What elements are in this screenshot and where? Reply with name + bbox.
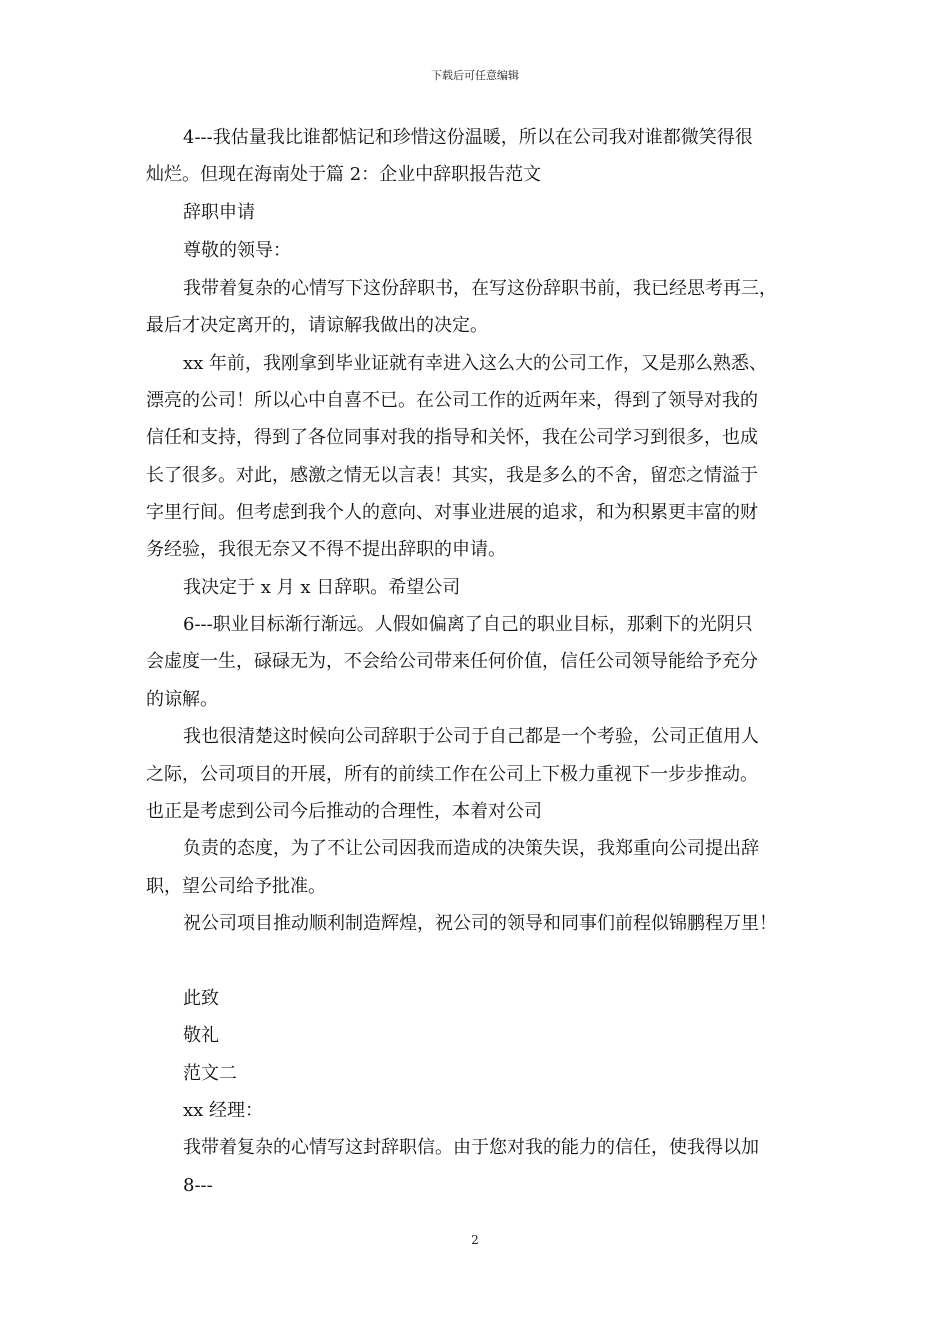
paragraph-line: 字里行间。但考虑到我个人的意向、对事业进展的追求，和为积累更丰富的财 xyxy=(146,502,758,523)
paragraph-line: 之际，公司项目的开展，所有的前续工作在公司上下极力重视下一步步推动。 xyxy=(146,764,758,785)
paragraph-line: 我带着复杂的心情写这封辞职信。由于您对我的能力的信任，使我得以加 xyxy=(183,1137,759,1158)
salutation: xx 经理： xyxy=(183,1100,264,1121)
paragraph-line: 祝公司项目推动顺利制造辉煌，祝公司的领导和同事们前程似锦鹏程万里！ xyxy=(183,913,777,934)
paragraph-line: 会虚度一生，碌碌无为，不会给公司带来任何价值，信任公司领导能给予充分 xyxy=(146,651,758,672)
paragraph-line: 也正是考虑到公司今后推动的合理性，本着对公司 xyxy=(146,801,542,822)
paragraph-line: 最后才决定离开的，请谅解我做出的决定。 xyxy=(146,315,488,336)
paragraph-line: 6---职业目标渐行渐远。人假如偏离了自己的职业目标，那剩下的光阴只 xyxy=(183,614,753,635)
paragraph-line: 的谅解。 xyxy=(146,689,218,710)
paragraph-line: 负责的态度，为了不让公司因我而造成的决策失误，我郑重向公司提出辞 xyxy=(183,838,759,859)
paragraph-line: 4---我估量我比谁都惦记和珍惜这份温暖，所以在公司我对谁都微笑得很 xyxy=(183,127,753,148)
paragraph-line: 长了很多。对此，感激之情无以言表！其实，我是多么的不舍，留恋之情溢于 xyxy=(146,465,758,486)
paragraph-line: 职，望公司给予批准。 xyxy=(146,876,326,897)
paragraph-line: 灿烂。但现在海南处于篇 2：企业中辞职报告范文 xyxy=(146,164,542,185)
page-header: 下载后可任意编辑 xyxy=(431,69,519,82)
paragraph-line: 我也很清楚这时候向公司辞职于公司于自己都是一个考验，公司正值用人 xyxy=(183,726,759,747)
paragraph-line: xx 年前，我刚拿到毕业证就有幸进入这么大的公司工作，又是那么熟悉、 xyxy=(183,353,768,374)
paragraph-line: 务经验，我很无奈又不得不提出辞职的申请。 xyxy=(146,539,506,560)
paragraph-line: 信任和支持，得到了各位同事对我的指导和关怀，我在公司学习到很多，也成 xyxy=(146,427,758,448)
page-number: 2 xyxy=(471,1233,479,1247)
section-heading: 辞职申请 xyxy=(183,202,255,223)
paragraph-line: 8--- xyxy=(183,1175,213,1196)
paragraph-line: 我带着复杂的心情写下这份辞职书，在写这份辞职书前，我已经思考再三， xyxy=(183,278,777,299)
section-heading: 范文二 xyxy=(183,1063,237,1084)
paragraph-line: 我决定于 x 月 x 日辞职。希望公司 xyxy=(183,577,461,598)
salutation: 尊敬的领导： xyxy=(183,240,291,261)
paragraph-line: 漂亮的公司！所以心中自喜不已。在公司工作的近两年来，得到了领导对我的 xyxy=(146,390,758,411)
closing-line: 敬礼 xyxy=(183,1025,219,1046)
closing-line: 此致 xyxy=(183,988,219,1009)
